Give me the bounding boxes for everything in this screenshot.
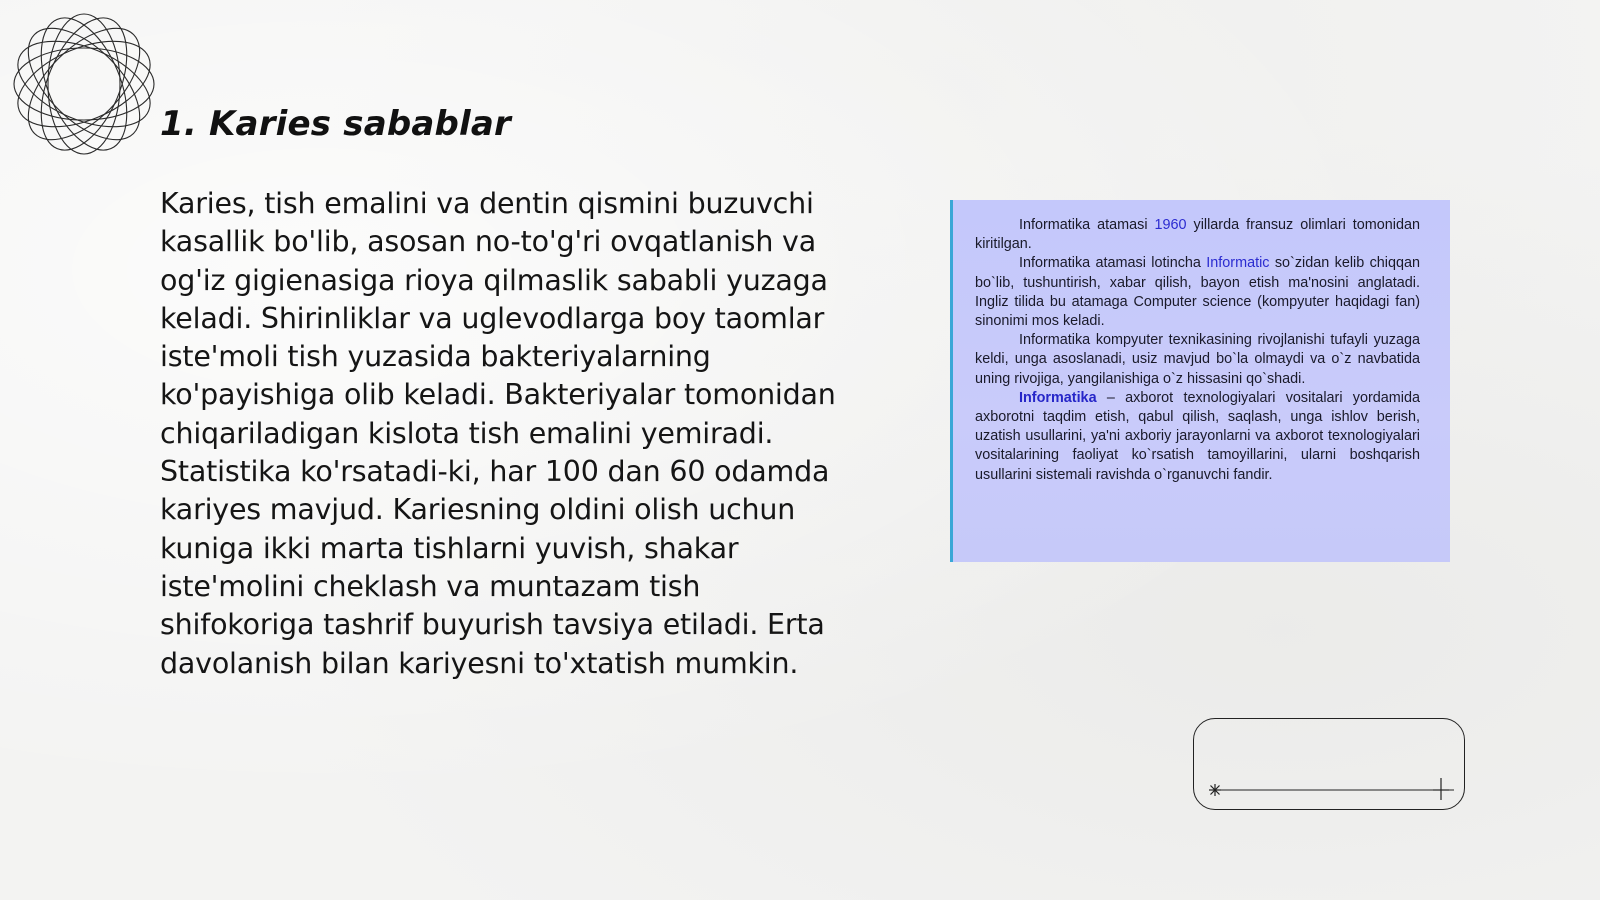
info-year: 1960 xyxy=(1154,217,1187,233)
info-term: Informatika xyxy=(1019,389,1097,406)
slide-body-text: Karies, tish emalini va dentin qismini buzuvchi kasallik bo'lib, asosan no-to'g'ri ovqatlanish va og'iz gigienasiga rioya qilmaslik sababli yuzaga keladi. Shirinliklar va uglevodlarga boy taomlar iste'moli tish yuzasida bakteriyalarning ko'payishiga olib keladi. Bakteriyalar tomonidan chiqariladigan kislota tish emalini yemiradi. Statistika ko'rsatadi-ki, har 100 dan 60 odamda kariyes mavjud. Kariesning oldini olish uchun kuniga ikki marta tishlarni yuvish, shakar iste'molini cheklash va muntazam tish shifokoriga tashrif buyurish tavsiya etiladi. Erta davolanish bilan kariyesni to'xtatish mumkin. xyxy=(160,187,836,680)
info-paragraph-4: Informatika – axborot texnologiyalari vositalari yordamida axborotni taqdim etish, qabul qilish, saqlash, unga ishlov berish, uzatish usullarini, ya'ni axboriy jarayonlarni va axborot texnologiyalari vositalarining faoliyat ko`rsatish tamoyillarini, ularni boshqarish usullarini sistemali ravishda o`rganuvchi fandir. xyxy=(975,389,1420,483)
info-paragraph-3: Informatika kompyuter texnikasining rivojlanishi tufayli yuzaga keldi, unga asoslanadi, usiz mavjud bo`la olmaydi va o`z navbatida uning rivojiga, yangilanishiga o`z hissasini qo`shadi. xyxy=(975,332,1420,387)
informatika-text-image xyxy=(950,200,1450,562)
info-latin-word: Informatic xyxy=(1206,255,1270,272)
info-paragraph-1: Informatika atamasi 1960 yillarda fransuz olimlari tomonidan kiritilgan. xyxy=(975,217,1420,253)
slide-title: 1. Karies sabablar xyxy=(160,104,512,144)
info-paragraph-2: Informatika atamasi lotincha Informatic so`zidan kelib chiqqan bo`lib, tushuntirish, xabar qilish, bayon etish ma'nosini anglatadi. Ingliz tilida bu atamaga Computer science (kompyuter haqidagi fan) sinonimi mos keladi. xyxy=(975,255,1420,330)
circular-knot-ornament-icon xyxy=(10,10,158,158)
sparkle-line-ornament-icon xyxy=(1208,768,1462,802)
